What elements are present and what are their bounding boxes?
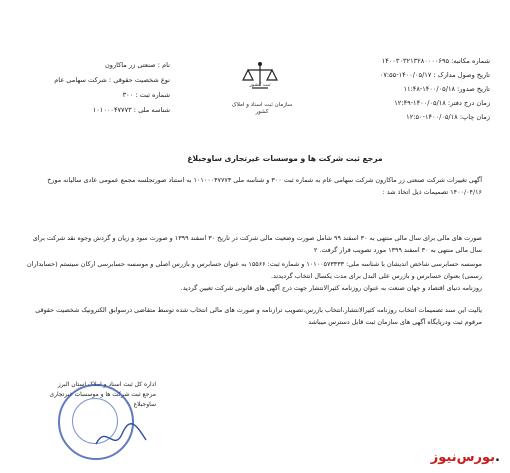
registry-title: مرجع ثبت شرکت ها و موسسات غیرتجاری ساوجبلاغ [187,154,383,163]
print-time: زمان چاپ: ۱۴۰۰/۰۵/۱۸-۱۲:۵۰ [406,113,490,121]
decision-newspaper: روزنامه دنیای اقتصاد و جهان صنعت به عنوان روزنامه کثیرالانتشار جهت درج آگهی های قانونی شرکت تعیین گردید. [180,284,482,292]
company-type: نوع شخصیت حقوقی : شرکت سهامی عام [54,76,170,84]
signature-line-2: مرجع ثبت شرکت ها و موسسات غیرتجاری ساوجبلاغ [49,391,156,408]
issue-date: تاریخ صدور: ۱۴۰۰/۰۵/۱۸-۱۱:۴۸ [403,85,490,93]
letter-meta [340,56,490,126]
company-reg: شماره ثبت : ۳۰۰ [122,91,170,99]
company-national-id: شناسه ملی : ۱۰۱۰۰۰۴۷۷۷۳ [92,106,170,114]
letter-number: شماره مکاتبه: ۱۴۰۰۳۰۳۲۱۳۲۸۰۰۰۰۶۹۵ [381,57,490,65]
registry-emblem-icon [238,60,282,102]
signature-line-1: اداره کل ثبت اسناد و املاک استان البرز [57,381,156,388]
emblem-title: ثبت کشور [249,82,271,88]
company-info [40,60,170,120]
decision-financial-statements: صورت های مالی برای سال مالی منتهی به ۳۰ اسفند ۹۹ شامل صورت وضعیت مالی شرکت در تاریخ ۳۰ اسفند ۱۳۹۹ و صورت سود و زیان و گردش وجوه نقد شرکت برای سال مالی منتهی به ۳۰ اسفند ۱۳۹۹ مورد تصویب قرار گرفت. ۲ [32,234,482,254]
handwritten-signature [92,418,152,454]
decision-validity: یالیت این سند تصمیمات انتخاب روزنامه کثیرالانتشار،انتخاب بازرس،تصویب ترازنامه و صورت های مالی انتخاب شده توسط متقاضی درسوابق الکترونیک شخصیت حقوقی مرقوم ثبت ودرپایگاه آگهی های سازمان ثبت قابل دسترس میباشد [35,306,482,326]
decision-auditor: موسسه حسابرسی شاخص اندیشان با شناسه ملی: ۱۰۱۰۰۵۷۳۳۳۳ و شماره ثبت: ۱۵۵۶۶ به عنوان حسابرس و بازرس اصلی و موسسه حسابرسی ارکان سیستم (حسابداران رسمی) بعنوان حسابرس و بازرس علی البدل برای مدت یکسال انتخاب گردیدند. [27,260,482,280]
emblem-caption: سازمان ثبت اسناد و املاک کشور [231,102,293,115]
footer-logo-text: بورس‌نیوز [430,450,496,465]
register-time: زمان درج دفتر: ۱۴۰۰/۰۵/۱۸-۱۲:۴۹ [394,99,490,107]
intro-paragraph: آگهی تغییرات شرکت صنعتی زر ماکارون شرکت سهامی عام به شماره ثبت ۳۰۰ و شناسه ملی ۱۰۱۰۰۰۴۷۷۷۳ به استناد صورتجلسه مجمع عمومی عادی سالیانه مورخ ۱۴۰۰/۰۴/۱۶ تصمیمات ذیل اتخاذ شد : [47,176,482,196]
company-name: نام : صنعتی زر ماکارون [104,61,170,69]
footer-logo: بورس‌نیوز. [430,450,500,465]
receipt-date: تاریخ وصول مدارک : ۱۴۰۰/۰۵/۱۷-۰۷:۵۵ [379,71,490,79]
